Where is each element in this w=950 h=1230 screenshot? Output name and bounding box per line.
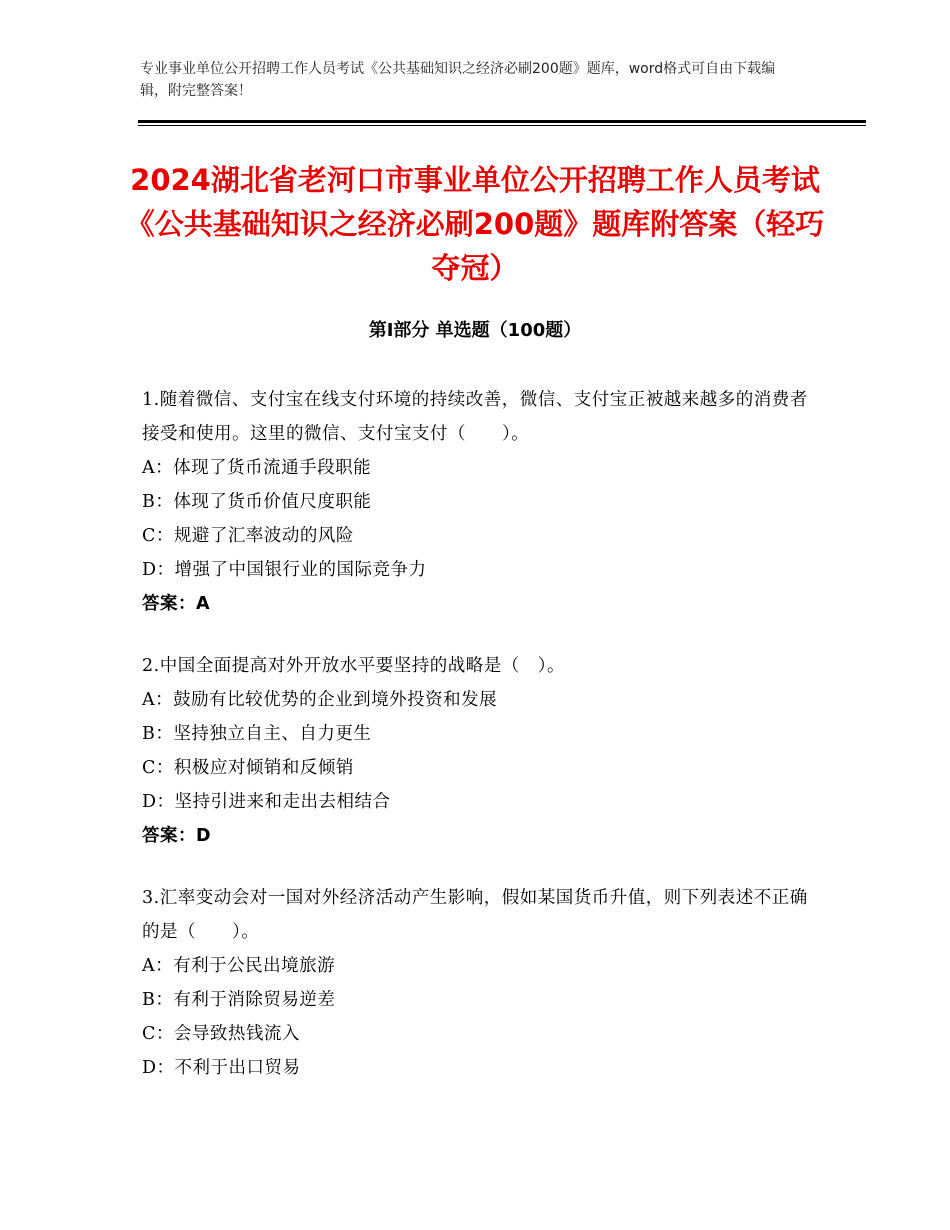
question-3 [142,881,812,1085]
answer: 答案：A [142,594,211,614]
header-rule-thin [138,125,866,126]
option-b: B：有利于消除贸易逆差 [142,990,336,1010]
option-a: A：体现了货币流通手段职能 [142,458,372,478]
document-title: 2024湖北省老河口市事业单位公开招聘工作人员考试《公共基础知识之经济必刷200题》题库附答案（轻巧夺冠） [125,163,825,285]
option-b: B：体现了货币价值尺度职能 [142,492,372,512]
option-b: B：坚持独立自主、自力更生 [142,724,372,744]
option-c: C：规避了汇率波动的风险 [142,526,354,546]
section-title: 第I部分 单选题（100题） [368,320,582,341]
header-rule-thick [138,120,866,123]
option-c: C：积极应对倾销和反倾销 [142,758,354,778]
option-a: A：鼓励有比较优势的企业到境外投资和发展 [142,690,498,710]
answer: 答案：D [142,826,212,846]
question-stem: 3.汇率变动会对一国对外经济活动产生影响，假如某国货币升值，则下列表述不正确的是（ ）。 [142,888,808,942]
header-note: 专业事业单位公开招聘工作人员考试《公共基础知识之经济必刷200题》题库，word格式可自由下载编辑，附完整答案！ [140,61,776,99]
question-1 [142,383,812,621]
question-2 [142,649,812,853]
question-list [142,383,812,1113]
option-d: D：不利于出口贸易 [142,1058,301,1078]
option-d: D：坚持引进来和走出去相结合 [142,792,391,812]
question-stem: 2.中国全面提高对外开放水平要坚持的战略是（ ）。 [142,656,565,676]
option-d: D：增强了中国银行业的国际竞争力 [142,560,427,580]
option-c: C：会导致热钱流入 [142,1024,300,1044]
question-stem: 1.随着微信、支付宝在线支付环境的持续改善，微信、支付宝正被越来越多的消费者接受和使用。这里的微信、支付宝支付（ ）。 [142,390,808,444]
option-a: A：有利于公民出境旅游 [142,956,336,976]
